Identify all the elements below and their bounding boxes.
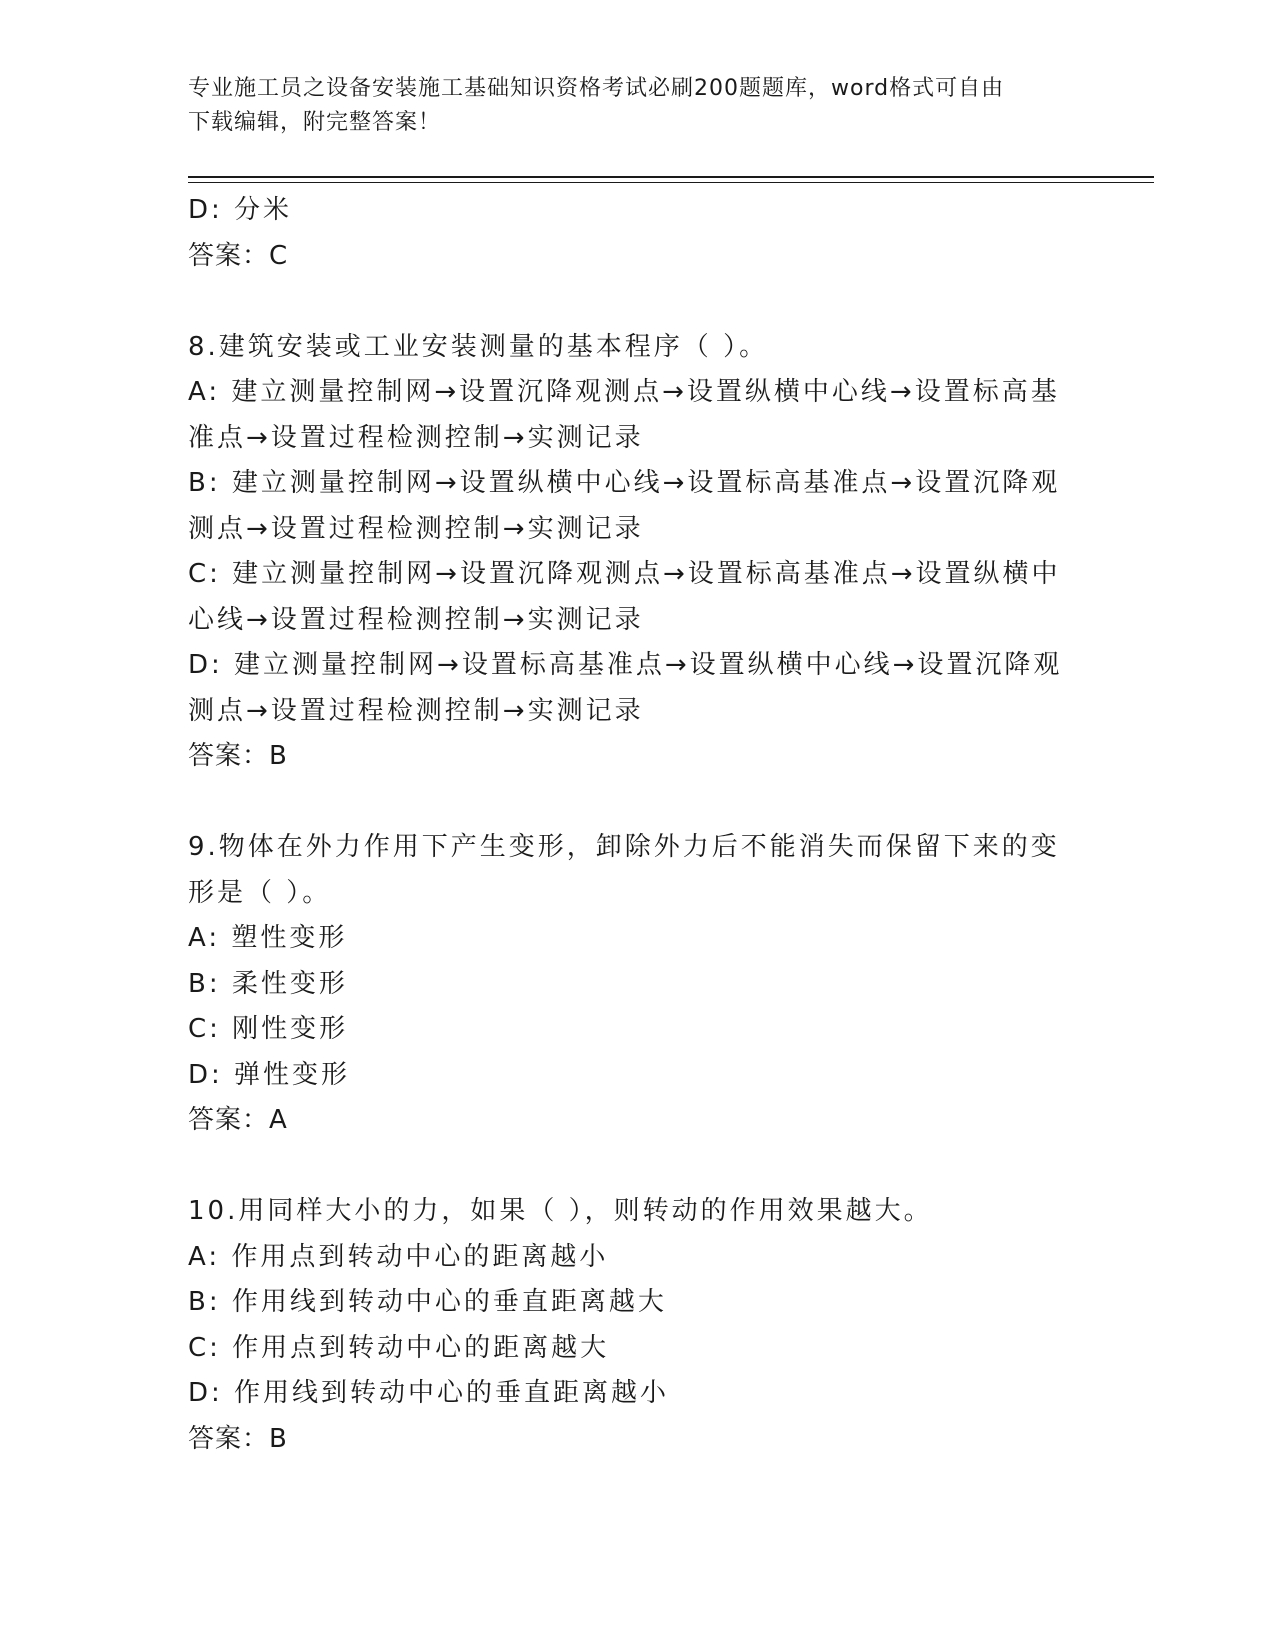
option-c: C: 作用点到转动中心的距离越大 xyxy=(188,1332,610,1363)
spacer xyxy=(188,279,1088,325)
spacer xyxy=(188,1144,1088,1190)
option-a: A: 建立测量控制网→设置沉降观测点→设置纵横中心线→设置标高基 xyxy=(188,377,1060,407)
option-b: B: 柔性变形 xyxy=(188,968,348,999)
option-c-cont: 心线→设置过程检测控制→实测记录 xyxy=(188,604,644,635)
option-c: C: 建立测量控制网→设置沉降观测点→设置标高基准点→设置纵横中 xyxy=(188,559,1061,589)
header-divider xyxy=(188,176,1154,178)
header-title-line: 下载编辑，附完整答案！ xyxy=(188,110,442,135)
prev-question-tail xyxy=(188,188,1088,279)
option-b: B: 建立测量控制网→设置纵横中心线→设置标高基准点→设置沉降观 xyxy=(188,468,1061,498)
page-header xyxy=(188,72,1068,140)
option-a: A: 作用点到转动中心的距离越小 xyxy=(188,1241,609,1272)
option-a-cont: 准点→设置过程检测控制→实测记录 xyxy=(188,422,644,453)
option-d: D: 作用线到转动中心的垂直距离越小 xyxy=(188,1378,670,1408)
question-10 xyxy=(188,1189,1088,1462)
spacer xyxy=(188,780,1088,826)
question-9 xyxy=(188,825,1088,1144)
answer-line: 答案：B xyxy=(188,741,288,771)
option-a: A: 塑性变形 xyxy=(188,923,348,953)
option-b-cont: 测点→设置过程检测控制→实测记录 xyxy=(188,513,644,544)
option-d: D: 分米 xyxy=(188,195,293,225)
question-stem: 10.用同样大小的力，如果（ ），则转动的作用效果越大。 xyxy=(188,1196,933,1226)
answer-line: 答案：C xyxy=(188,240,289,271)
answer-line: 答案：B xyxy=(188,1423,288,1454)
answer-line: 答案：A xyxy=(188,1105,288,1135)
question-stem: 9.物体在外力作用下产生变形，卸除外力后不能消失而保留下来的变 xyxy=(188,832,1060,862)
question-stem: 8.建筑安装或工业安装测量的基本程序（ ）。 xyxy=(188,331,769,362)
option-c: C: 刚性变形 xyxy=(188,1014,349,1044)
option-b: B: 作用线到转动中心的垂直距离越大 xyxy=(188,1287,667,1317)
header-divider-thin xyxy=(188,182,1154,183)
question-content xyxy=(188,188,1088,1462)
option-d: D: 弹性变形 xyxy=(188,1059,351,1090)
option-d: D: 建立测量控制网→设置标高基准点→设置纵横中心线→设置沉降观 xyxy=(188,650,1063,680)
question-8 xyxy=(188,325,1088,780)
header-title-line: 专业施工员之设备安装施工基础知识资格考试必刷200题题库，word格式可自由 xyxy=(188,76,1005,101)
option-d-cont: 测点→设置过程检测控制→实测记录 xyxy=(188,695,644,726)
question-stem-cont: 形是（ ）。 xyxy=(188,877,332,908)
